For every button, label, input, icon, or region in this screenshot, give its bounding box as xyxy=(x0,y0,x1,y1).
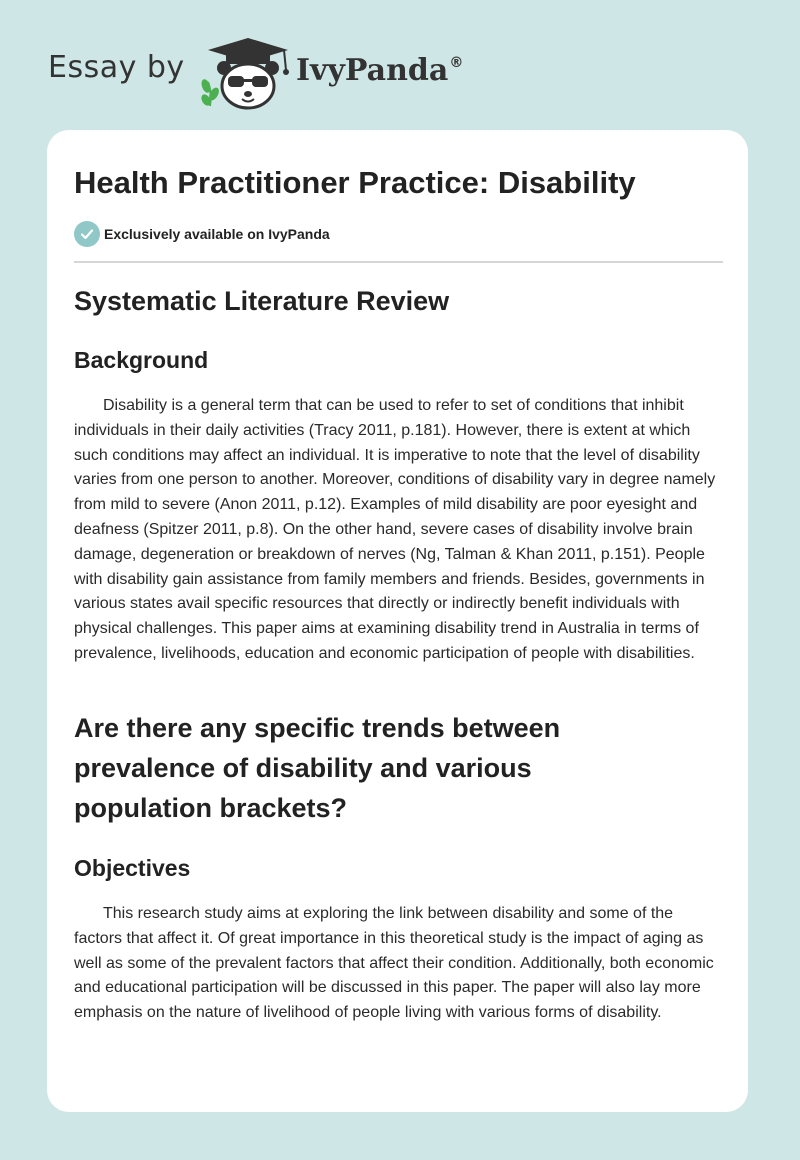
objectives-paragraph: This research study aims at exploring the link between disability and some of the factors that affect it. Of great importance in this theoretical study is the impact of aging as well as some of the prevalent factors that affect their condition. Additionally, both economic and educational participation will be discussed in this paper. The paper will also lay more emphasis on the nature of livelihood of people living with various forms of disability. xyxy=(74,905,714,1022)
registered-mark: ® xyxy=(449,55,464,71)
divider xyxy=(74,261,723,263)
check-circle-icon xyxy=(74,221,100,247)
section-heading-question: Are there any specific trends between prevalence of disability and various population brackets? xyxy=(74,713,561,823)
exclusive-badge xyxy=(74,221,330,247)
brand-label: IvyPanda xyxy=(296,53,449,88)
background-paragraph: Disability is a general term that can be used to refer to set of conditions that inhibit individuals in their daily activities (Tracy 2011, p.181). However, there is extent at which such conditions may affect an individual. It is imperative to note that the level of disability varies from one person to another. Moreover, conditions of disability vary in degree namely from mild to severe (Anon 2011, p.12). Examples of mild disability are poor eyesight and deafness (Spitzer 2011, p.8). On the other hand, severe cases of disability involve brain damage, degeneration or breakdown of nerves (Ng, Talman & Khan 2011, p.151). People with disability gain assistance from family members and friends. Besides, governments in various states avail specific resources that directly or indirectly benefit individuals with physical challenges. This paper aims at examining disability trend in Australia in terms of prevalence, livelihoods, education and economic participation of people with disabilities. xyxy=(74,397,716,662)
essay-by-label: Essay by xyxy=(48,50,185,85)
badge-label: Exclusively available on IvyPanda xyxy=(104,226,330,242)
site-header xyxy=(0,0,800,130)
panda-graduate-icon[interactable] xyxy=(200,36,296,112)
section-heading-review: Systematic Literature Review xyxy=(74,286,450,316)
section-heading-background: Background xyxy=(74,347,209,373)
page-title: Health Practitioner Practice: Disability xyxy=(74,165,636,200)
essay-card xyxy=(47,130,748,1112)
brand-name[interactable] xyxy=(296,53,463,88)
section-heading-objectives: Objectives xyxy=(74,855,191,881)
